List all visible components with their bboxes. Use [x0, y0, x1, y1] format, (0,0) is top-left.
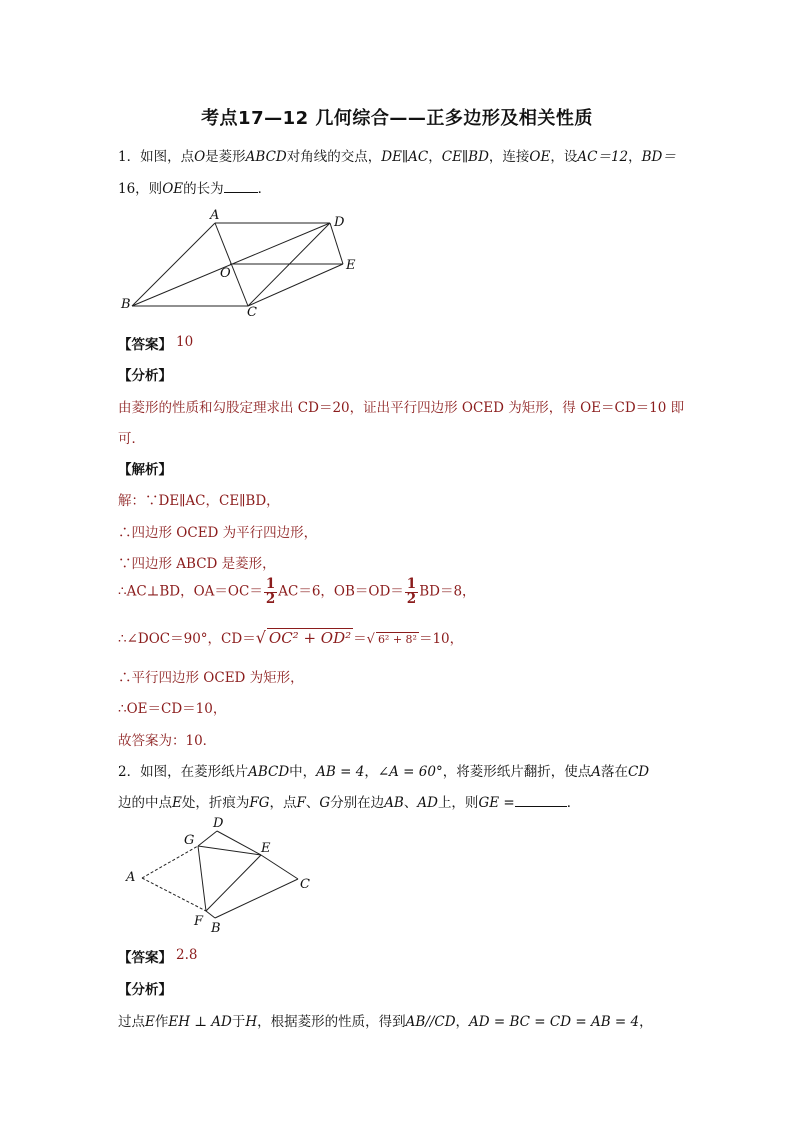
q2-seg-fb — [206, 911, 215, 918]
q1-analysis-line2: 可． — [118, 431, 145, 447]
q1-solution-step7: ∴OE＝CD＝10， — [118, 701, 227, 717]
q2-seg-ag-dashed — [142, 846, 198, 878]
q2-label-f: F — [194, 914, 204, 929]
q2-seg-gf — [198, 846, 206, 911]
fraction-half: $\frac{1}{2}$ — [406, 576, 417, 607]
q1-figure — [118, 208, 368, 318]
q1-solution-step4: ∴AC⊥BD，OA＝OC＝ $\frac{1}{2}$ AC＝6，OB＝OD＝ $\frac{1}{2}$ BD＝8， — [118, 576, 476, 607]
q1-label-b: B — [121, 297, 131, 312]
q2-label-b: B — [211, 921, 221, 936]
q1-solution-step2: ∴四边形 OCED 为平行四边形， — [118, 525, 318, 541]
q2-answer-blank — [515, 794, 567, 807]
q2-seg-af-dashed — [142, 878, 206, 911]
q2-label-d: D — [213, 816, 224, 831]
q1-seg-ce — [248, 264, 343, 306]
q1-solution-step5: ∴∠DOC＝90°，CD＝√ OC² + OD² ＝√ 6² + 8² ＝10， — [118, 628, 464, 647]
q2-label-e: E — [261, 841, 271, 856]
q2-label-a: A — [126, 870, 136, 885]
q1-label-c: C — [247, 305, 257, 320]
q1-solution-tag: 【解析】 — [118, 462, 172, 478]
q2-label-g: G — [184, 833, 195, 848]
q2-figure — [118, 815, 328, 935]
sqrt-sign-icon: √ — [366, 632, 375, 647]
q2-seg-cb — [215, 879, 298, 918]
q2-seg-ec — [261, 855, 298, 879]
q2-seg-gd — [198, 831, 217, 846]
q1-solution-step3: ∵四边形 ABCD 是菱形， — [118, 556, 276, 572]
q2-seg-fe — [206, 855, 261, 911]
sqrt-sign-icon: √ — [255, 628, 266, 647]
fraction-half: $\frac{1}{2}$ — [265, 576, 276, 607]
q2-seg-ge — [198, 846, 261, 855]
q2-text-line2: 边的中点E处，折痕为FG，点F、G分别在边AB、AD上，则GE = ． — [118, 795, 581, 811]
q1-label-a: A — [210, 208, 220, 223]
q1-answer: 10 — [176, 334, 194, 350]
q1-analysis-tag: 【分析】 — [118, 368, 172, 384]
q1-label-e: E — [346, 258, 356, 273]
q2-answer: 2.8 — [176, 947, 198, 963]
q1-seg-ab — [132, 223, 215, 306]
q1-answer-blank — [224, 180, 258, 193]
q1-text-line1: 1．如图，点O是菱形ABCD对角线的交点，DE∥AC，CE∥BD，连接OE，设AC＝12，BD＝ — [118, 149, 676, 165]
q1-answer-tag: 【答案】 — [118, 337, 172, 353]
q1-label-o: O — [220, 266, 231, 281]
q1-text-line2: 16，则OE的长为 ． — [118, 181, 272, 197]
q2-label-c: C — [300, 877, 310, 892]
q2-answer-tag: 【答案】 — [118, 950, 172, 966]
q2-text-line1: 2．如图，在菱形纸片ABCD中，AB = 4，∠A = 60°，将菱形纸片翻折，使点A落在CD — [118, 764, 650, 780]
page-title: 考点17—12 几何综合——正多边形及相关性质 — [201, 108, 593, 129]
q2-analysis-line1: 过点E作EH ⊥ AD于H，根据菱形的性质，得到AB//CD，AD = BC = CD = AB = 4， — [118, 1014, 653, 1030]
q1-analysis-line1: 由菱形的性质和勾股定理求出 CD＝20，证出平行四边形 OCED 为矩形，得 OE＝CD＝10 即 — [118, 400, 685, 416]
q2-analysis-tag: 【分析】 — [118, 982, 172, 998]
q1-label-d: D — [334, 215, 345, 230]
q1-solution-step1: 解：∵DE∥AC，CE∥BD， — [118, 493, 280, 509]
q1-solution-step8: 故答案为：10． — [118, 733, 217, 749]
q1-solution-step6: ∴平行四边形 OCED 为矩形， — [118, 670, 304, 686]
